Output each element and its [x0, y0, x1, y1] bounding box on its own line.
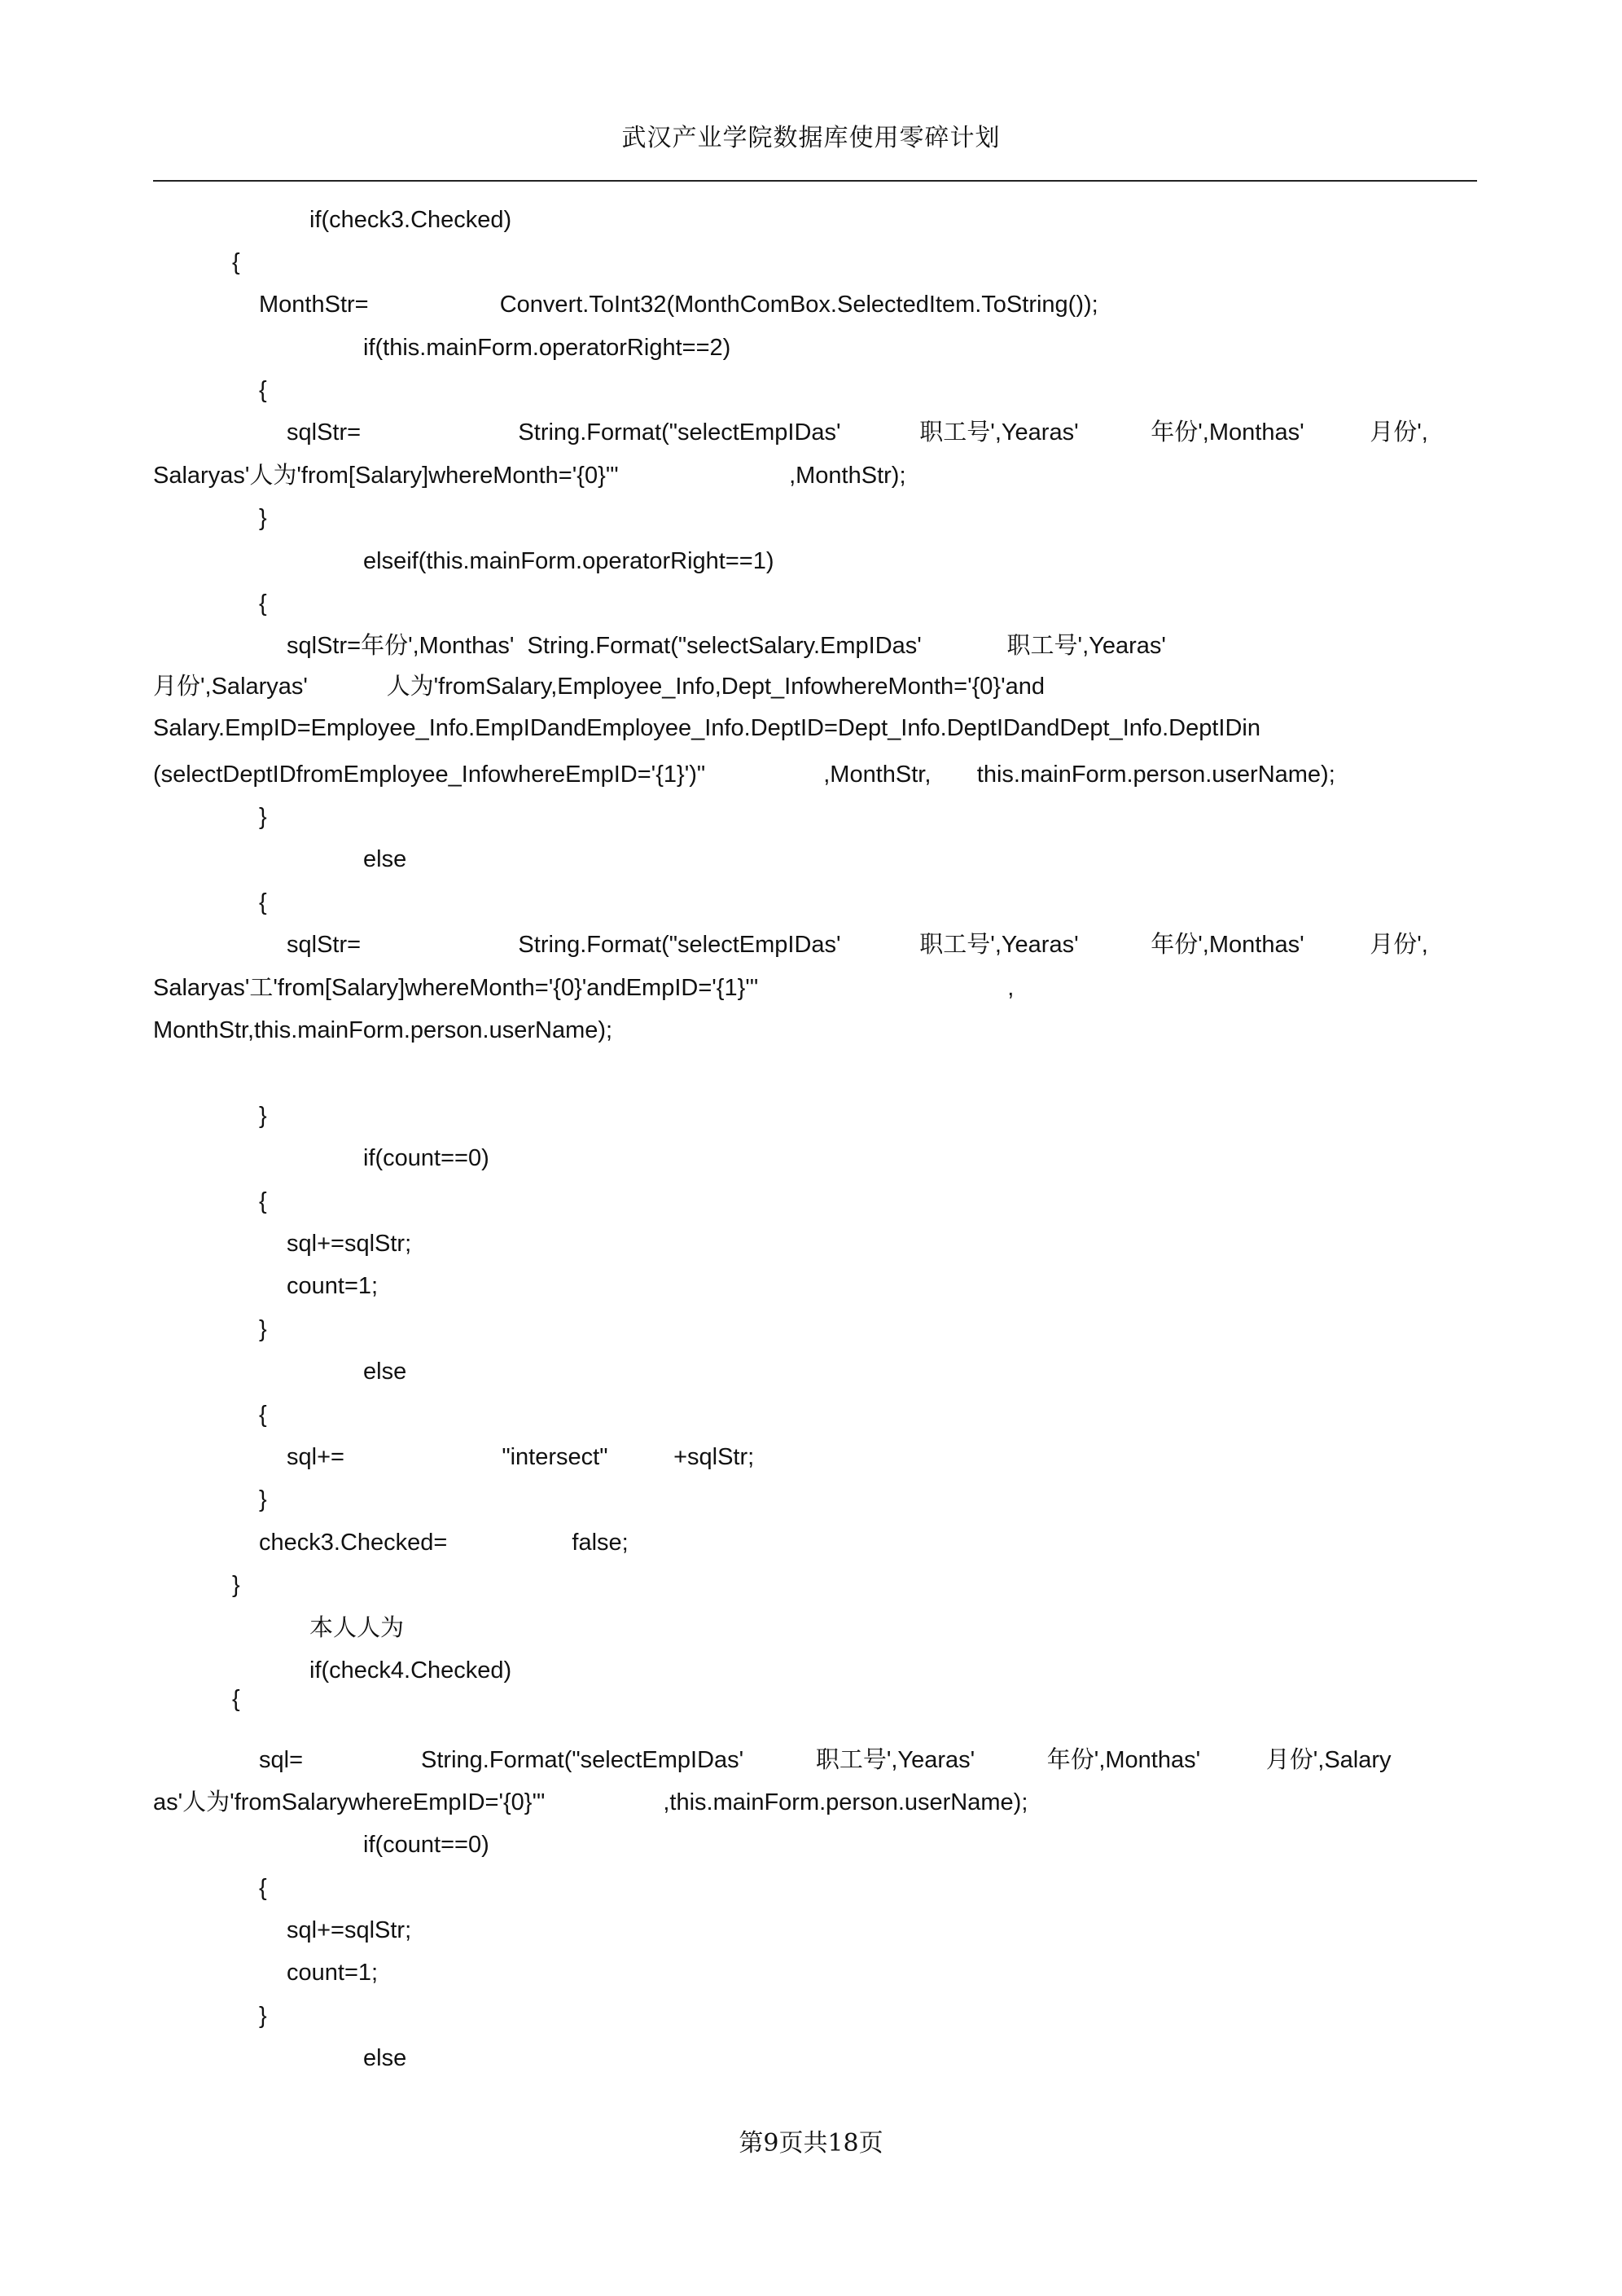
code-line: (selectDeptIDfromEmployee_InfowhereEmpID='{1}')" ,MonthStr, this.mainForm.person.userName); — [153, 762, 1335, 788]
code-line: sql+=sqlStr; — [287, 1231, 412, 1257]
code-line: { — [259, 1875, 267, 1901]
code-line: } — [259, 2003, 267, 2029]
code-line: check3.Checked= false; — [259, 1530, 629, 1556]
code-line: { — [259, 590, 267, 617]
code-line: sql+= "intersect" +sqlStr; — [287, 1444, 755, 1470]
code-line: count=1; — [287, 1273, 379, 1299]
page-number: 第9页共18页 — [739, 2129, 883, 2158]
code-line: } — [259, 804, 267, 830]
code-line: if(count==0) — [363, 1832, 489, 1858]
code-line: { — [259, 1402, 267, 1428]
code-line: { — [232, 249, 240, 275]
code-line: } — [259, 1486, 267, 1512]
code-line: MonthStr,this.mainForm.person.userName); — [153, 1017, 613, 1043]
code-line: } — [259, 505, 267, 531]
code-line: { — [259, 889, 267, 915]
code-line: } — [259, 1103, 267, 1129]
code-line: if(count==0) — [363, 1145, 489, 1171]
header-divider — [153, 180, 1477, 182]
code-line: sqlStr=年份',Monthas' String.Format("selectSalary.EmpIDas' 职工号',Yearas' — [287, 633, 1166, 659]
code-line: if(check4.Checked) — [309, 1657, 512, 1684]
code-line: Salaryas'人为'from[Salary]whereMonth='{0}'" ,MonthStr); — [153, 463, 906, 489]
code-line: Salary.EmpID=Employee_Info.EmpIDandEmployee_Info.DeptID=Dept_Info.DeptIDandDept_Info.DeptIDin — [153, 715, 1260, 741]
code-line: { — [259, 1188, 267, 1214]
code-line: else — [363, 1359, 407, 1385]
code-line: { — [232, 1686, 240, 1712]
code-line: { — [259, 377, 267, 403]
code-line: sql= String.Format("selectEmpIDas' 职工号',Yearas' 年份',Monthas' 月份',Salary — [259, 1747, 1392, 1773]
page-header-title: 武汉产业学院数据库使用零碎计划 — [621, 124, 1001, 152]
code-line: if(this.mainForm.operatorRight==2) — [363, 335, 731, 361]
code-line: sql+=sqlStr; — [287, 1917, 412, 1943]
code-line: elseif(this.mainForm.operatorRight==1) — [363, 548, 774, 574]
code-line: as'人为'fromSalarywhereEmpID='{0}'" ,this.mainForm.person.userName); — [153, 1789, 1028, 1815]
code-line: 本人人为 — [309, 1615, 405, 1641]
code-line: count=1; — [287, 1960, 379, 1986]
code-line: } — [259, 1316, 267, 1342]
code-line: Salaryas'工'from[Salary]whereMonth='{0}'andEmpID='{1}'" , — [153, 975, 1015, 1001]
code-line: sqlStr= String.Format("selectEmpIDas' 职工号',Yearas' 年份',Monthas' 月份', — [287, 419, 1428, 446]
code-line: 月份',Salaryas' 人为'fromSalary,Employee_Info,Dept_InfowhereMonth='{0}'and — [153, 674, 1046, 700]
code-line: else — [363, 2045, 407, 2071]
code-line: else — [363, 846, 407, 872]
code-line: if(check3.Checked) — [309, 207, 512, 233]
code-line: MonthStr= Convert.ToInt32(MonthComBox.SelectedItem.ToString()); — [259, 292, 1098, 318]
code-line: sqlStr= String.Format("selectEmpIDas' 职工号',Yearas' 年份',Monthas' 月份', — [287, 932, 1428, 958]
code-line: } — [232, 1572, 240, 1598]
